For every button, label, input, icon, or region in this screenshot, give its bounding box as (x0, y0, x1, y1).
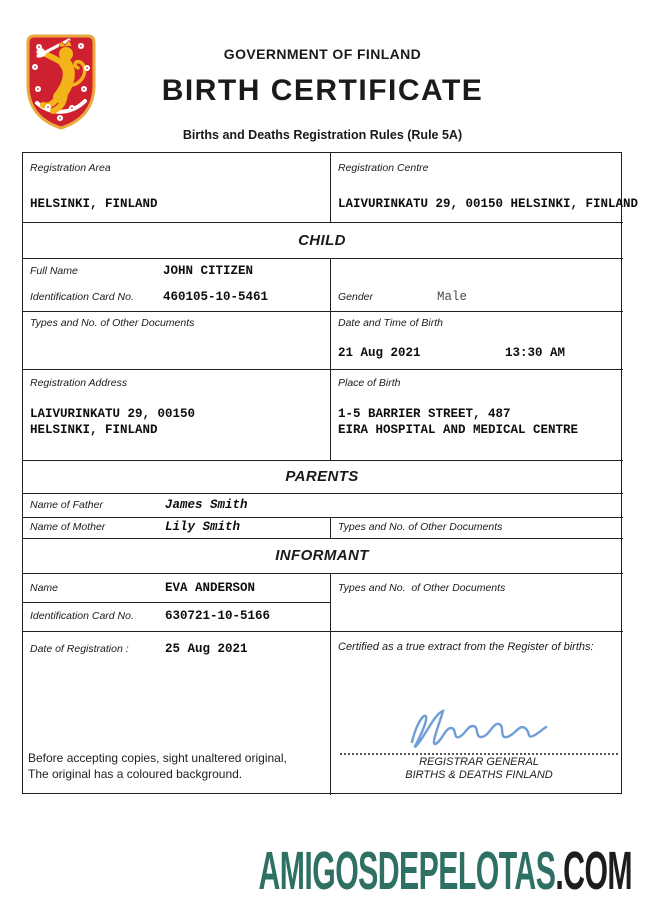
full-name-label: Full Name (30, 265, 78, 277)
divider (22, 311, 623, 312)
section-heading-informant: INFORMANT (275, 547, 369, 564)
gender-label: Gender (338, 291, 374, 303)
child-id-card-label: Identification Card No. (30, 291, 134, 303)
divider (22, 517, 623, 518)
registration-address-label: Registration Address (30, 377, 128, 389)
full-name-value: JOHN CITIZEN (163, 264, 254, 278)
place-of-birth-line1: 1-5 BARRIER STREET, 487 (338, 407, 511, 421)
watermark-brand-name: AMIGOSDEPELOTAS (258, 841, 556, 901)
mother-name-value: Lily Smith (165, 520, 241, 534)
divider (22, 460, 623, 461)
registrar-signature (402, 700, 550, 752)
informant-id-card-value: 630721-10-5166 (165, 609, 271, 623)
registrar-title-line2: BIRTHS & DEATHS FINLAND (405, 769, 553, 781)
father-name-label: Name of Father (30, 499, 103, 511)
divider (22, 222, 623, 223)
certified-extract-label: Certified as a true extract from the Register of births: (338, 641, 594, 653)
date-of-registration-value: 25 Aug 2021 (165, 642, 248, 656)
child-id-card-value: 460105-10-5461 (163, 290, 269, 304)
watermark-brand (258, 840, 632, 902)
divider (22, 369, 623, 370)
informant-id-card-label: Identification Card No. (30, 610, 134, 622)
divider (22, 602, 330, 603)
mother-name-label: Name of Mother (30, 521, 106, 533)
informant-name-value: EVA ANDERSON (165, 581, 256, 595)
child-other-documents-label: Types and No. of Other Documents (30, 317, 195, 329)
registration-address-line1: LAIVURINKATU 29, 00150 (30, 407, 196, 421)
gender-value: Male (437, 290, 468, 304)
informant-name-label: Name (30, 582, 59, 594)
registration-centre-label: Registration Centre (338, 162, 429, 174)
registration-address-line2: HELSINKI, FINLAND (30, 423, 158, 437)
copy-warning-line1: Before accepting copies, sight unaltered original, (28, 751, 287, 765)
document-subtitle: Births and Deaths Registration Rules (Rule 5A) (182, 128, 463, 142)
signature-line (340, 753, 618, 755)
registrar-title-line1: REGISTRAR GENERAL (419, 756, 539, 768)
birth-time-value: 13:30 AM (505, 346, 566, 360)
birth-datetime-label: Date and Time of Birth (338, 317, 443, 329)
registration-area-label: Registration Area (30, 162, 111, 174)
place-of-birth-label: Place of Birth (338, 377, 401, 389)
divider (330, 573, 331, 795)
divider (330, 517, 331, 538)
informant-other-documents-label: Types and No. of Other Documents (338, 582, 506, 594)
registration-area-value: HELSINKI, FINLAND (30, 197, 158, 211)
birth-date-value: 21 Aug 2021 (338, 346, 421, 360)
divider (22, 258, 623, 259)
divider (22, 631, 623, 632)
date-of-registration-label: Date of Registration : (30, 643, 129, 655)
place-of-birth-line2: EIRA HOSPITAL AND MEDICAL CENTRE (338, 423, 579, 437)
divider (22, 573, 623, 574)
section-heading-parents: PARENTS (285, 468, 359, 485)
watermark-tld: .COM (555, 841, 632, 901)
parents-other-documents-label: Types and No. of Other Documents (338, 521, 503, 533)
document-title: BIRTH CERTIFICATE (161, 74, 484, 107)
divider (22, 493, 623, 494)
copy-warning-line2: The original has a coloured background. (28, 767, 243, 781)
registration-centre-value: LAIVURINKATU 29, 00150 HELSINKI, FINLAND (338, 197, 639, 211)
divider (330, 152, 331, 222)
divider (330, 258, 331, 460)
father-name-value: James Smith (165, 498, 248, 512)
government-heading: GOVERNMENT OF FINLAND (223, 46, 422, 62)
section-heading-child: CHILD (298, 232, 346, 249)
divider (22, 538, 623, 539)
